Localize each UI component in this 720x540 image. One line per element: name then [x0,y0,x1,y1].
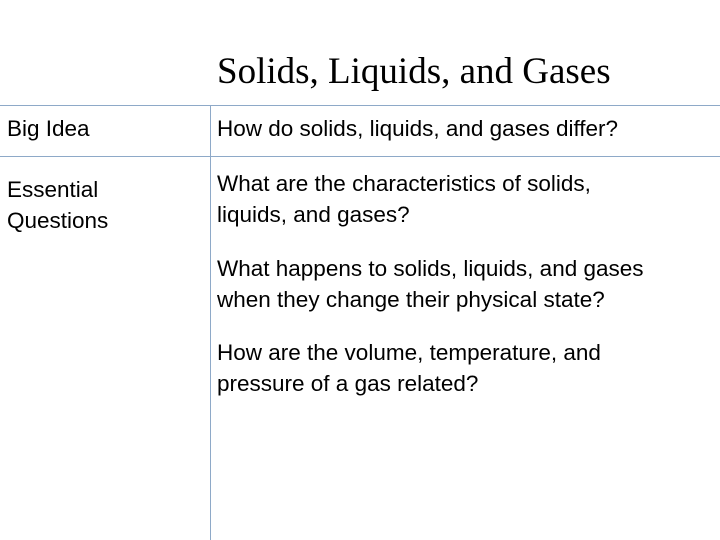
essential-question-2: What happens to solids, liquids, and gases when they change their physical state? [217,256,644,312]
essential-questions-label: Essential Questions [7,177,109,233]
big-idea-label: Big Idea [7,116,90,141]
row-divider [0,156,720,157]
essential-question-1: What are the characteristics of solids, liquids, and gases? [217,171,591,227]
essential-question-3: How are the volume, temperature, and pressure of a gas related? [217,340,601,396]
big-idea-text: How do solids, liquids, and gases differ? [217,116,619,141]
table-top-border [0,105,720,106]
slide-title: Solids, Liquids, and Gases [217,51,611,92]
column-divider [210,106,211,540]
